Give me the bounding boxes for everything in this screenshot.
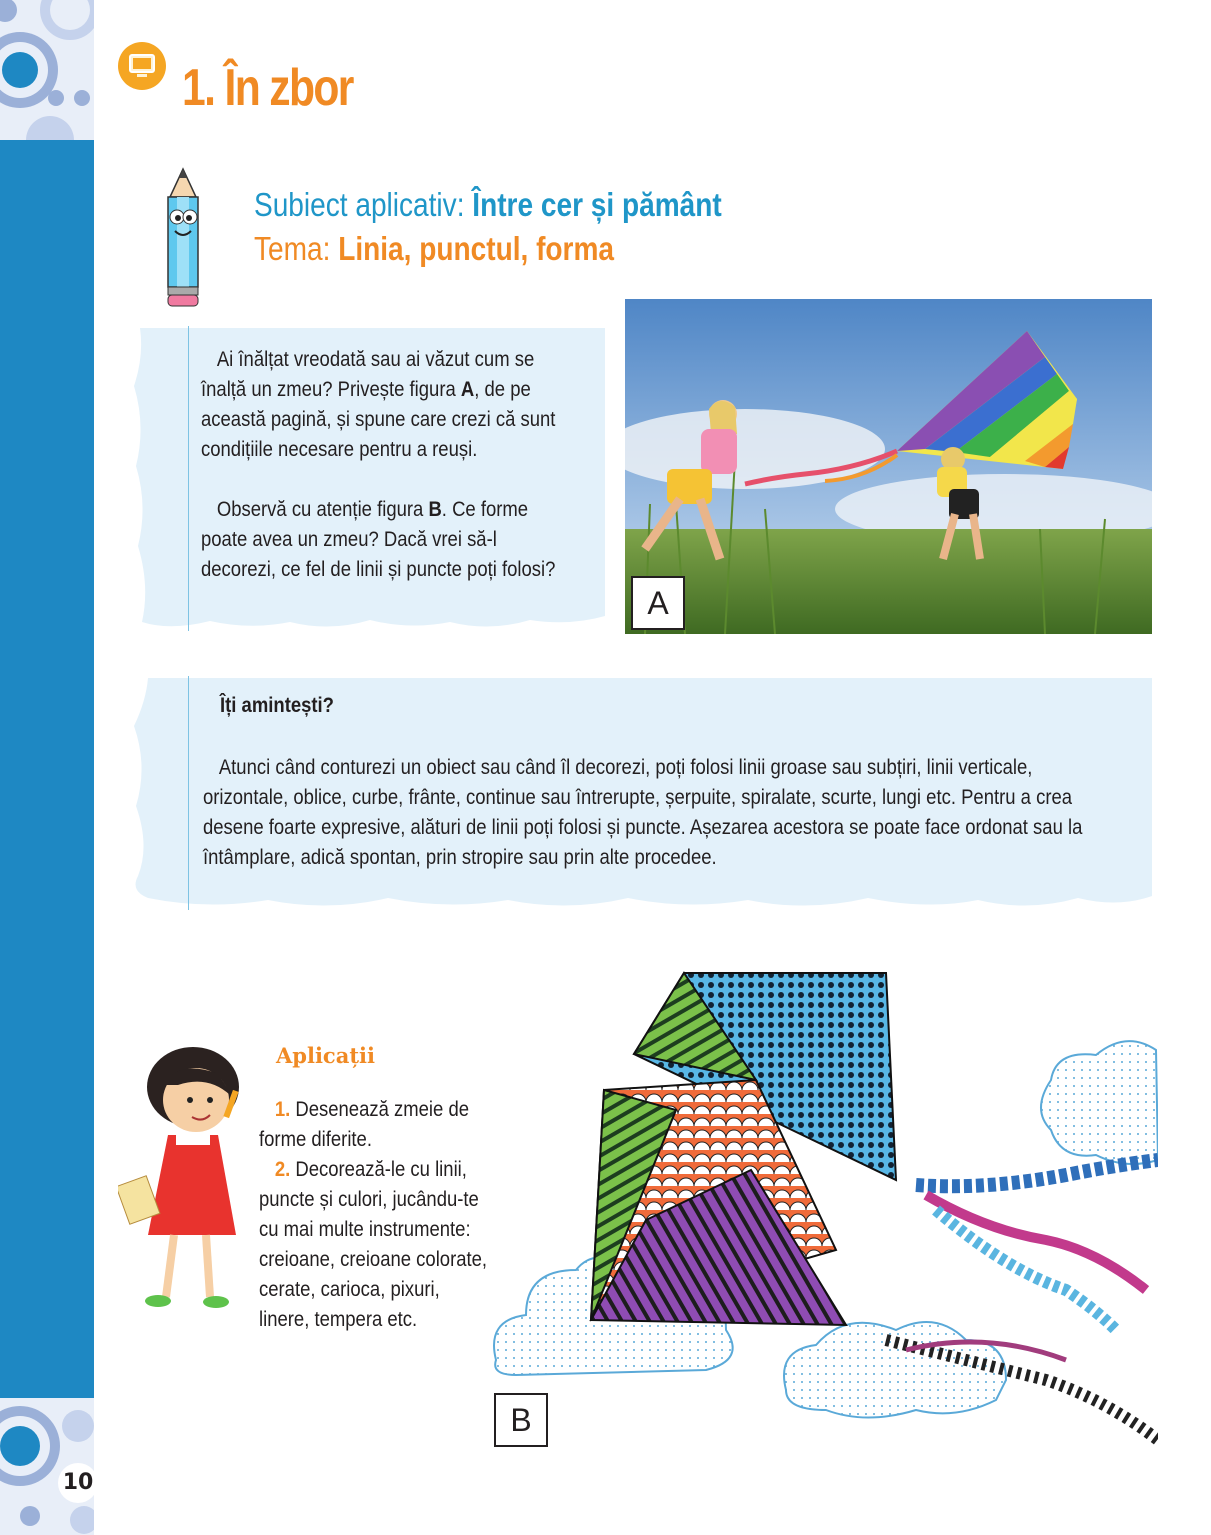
remember-heading: Îți amintești? [220, 694, 334, 717]
item-text: Desenează zmeie de forme diferite. [259, 1098, 470, 1151]
intro-paragraph-1-text-end: , de pe această pagină, și spune care crezi că sunt condițiile necesare pentru a reuși. [201, 378, 556, 461]
intro-paragraph-2 [201, 495, 571, 585]
intro-paragraph-1 [201, 345, 571, 465]
figure-a-reference: A [460, 378, 475, 401]
subject-prefix: Subiect aplicativ: [254, 186, 473, 223]
page-number: 10 [58, 1463, 98, 1503]
girl-with-pencil-illustration [118, 1045, 258, 1315]
item-number: 1. [274, 1098, 291, 1121]
item-number: 2. [274, 1158, 291, 1181]
application-item [259, 1155, 488, 1335]
subject-heading [254, 186, 722, 224]
kite-drawing [486, 970, 1158, 1445]
intro-paragraph-2-text-end: . Ce forme poate avea un zmeu? Dacă vrei să-l decorezi, ce fel de linii și puncte poți folosi? [201, 498, 556, 581]
intro-text [201, 345, 571, 615]
kite-photo [625, 299, 1152, 634]
chapter-title: 1. În zbor [182, 59, 353, 117]
theme-name: Linia, punctul, forma [338, 230, 615, 267]
computer-screen-icon [118, 42, 166, 90]
sidebar-band [0, 0, 94, 1535]
decorative-pattern-top [0, 0, 94, 140]
applications-heading: Aplicații [276, 1043, 375, 1068]
intro-paragraph-2-text: Observă cu atenție figura [216, 498, 429, 521]
figure-b-reference: B [428, 498, 442, 521]
applications-list [259, 1095, 488, 1335]
figure-b-label: B [494, 1393, 548, 1447]
theme-heading [254, 230, 614, 268]
figure-a-label: A [631, 576, 685, 630]
subject-name: Între cer și pământ [472, 186, 722, 223]
item-text: Decorează-le cu linii, puncte și culori, jucându-te cu mai multe instrumente: creioane, creioane colorate, cerate, carioca, pixuri, linere, tempera etc. [259, 1158, 488, 1331]
application-item [259, 1095, 488, 1155]
intro-paragraph-1-text: Ai înălțat vreodată sau ai văzut cum se înalță un zmeu? Privește figura [201, 348, 535, 401]
pencil-mascot-illustration [160, 165, 206, 310]
remember-text: Atunci când conturezi un obiect sau când îl decorezi, poți folosi linii groase sau subțiri, linii verticale, orizontale, oblice, curbe, frânte, continue sau întrerupte, șerpuite, spiralate, scurte, lungi etc. Pentru a crea desene foarte expresive, alături de linii poți folosi și puncte. Așezarea acestora se poate face ordonat sau la întâmplare, adică spontan, prin stropire sau prin alte procedee. [203, 756, 1083, 869]
theme-prefix: Tema: [254, 230, 339, 267]
